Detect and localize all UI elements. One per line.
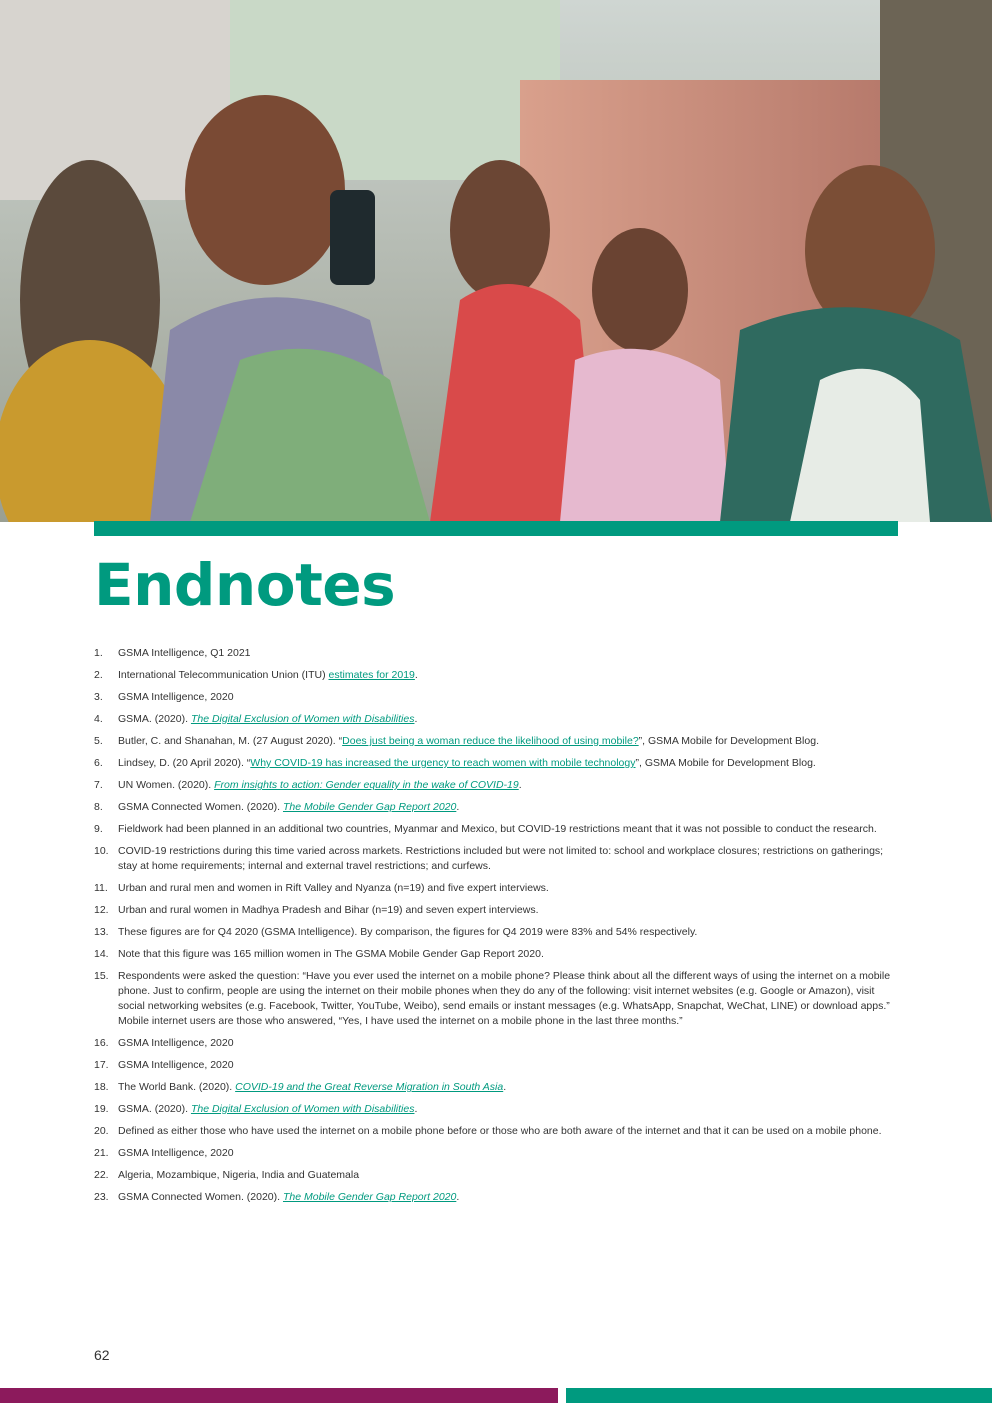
endnote-number: 18.: [94, 1081, 109, 1093]
endnote-text: GSMA Intelligence, 2020: [118, 1147, 234, 1159]
endnote-text: GSMA Intelligence, 2020: [118, 1037, 234, 1049]
header-photo: [0, 0, 992, 522]
endnote-link[interactable]: estimates for 2019: [328, 669, 415, 681]
endnote-text: These figures are for Q4 2020 (GSMA Intelligence). By comparison, the figures for Q4 2019 were 83% and 54% respectively.: [118, 926, 698, 938]
endnote-number: 13.: [94, 926, 109, 938]
endnote-number: 23.: [94, 1191, 109, 1203]
endnote-text: Lindsey, D. (20 April 2020). “: [118, 757, 251, 769]
endnote-number: 11.: [94, 882, 108, 894]
endnote-text: Algeria, Mozambique, Nigeria, India and Guatemala: [118, 1169, 360, 1181]
endnote-item: [94, 969, 894, 1029]
endnote-number: 1.: [94, 647, 103, 659]
endnote-item: [94, 1080, 894, 1095]
endnote-text-after-link: .: [518, 779, 522, 791]
endnote-text-after-link: ”, GSMA Mobile for Development Blog.: [635, 757, 816, 769]
endnote-link[interactable]: Why COVID-19 has increased the urgency to reach women with mobile technology: [250, 757, 636, 769]
endnote-item: [94, 1058, 894, 1073]
endnote-item: [94, 1190, 894, 1205]
endnote-number: 3.: [94, 691, 103, 703]
endnote-link[interactable]: The Mobile Gender Gap Report 2020: [282, 801, 457, 813]
endnote-text: COVID-19 restrictions during this time varied across markets. Restrictions included but were not limited to: school and workplace closures; restrictions on gatherings; stay at home requirements; internal and external travel restrictions; and curfews.: [118, 845, 884, 872]
endnote-item: [94, 646, 894, 661]
endnote-text: GSMA Intelligence, 2020: [118, 1059, 234, 1071]
endnote-link[interactable]: From insights to action: Gender equality in the wake of COVID-19: [214, 779, 519, 791]
endnote-item: [94, 712, 894, 727]
endnote-text-after-link: .: [456, 1191, 460, 1203]
endnote-number: 9.: [94, 823, 103, 835]
endnote-number: 5.: [94, 735, 103, 747]
endnote-text: International Telecommunication Union (ITU): [118, 669, 329, 681]
endnote-item: [94, 1168, 894, 1183]
endnote-number: 15.: [94, 970, 109, 982]
endnote-number: 4.: [94, 713, 103, 725]
endnote-item: [94, 1036, 894, 1051]
endnote-link[interactable]: The Digital Exclusion of Women with Disabilities: [190, 713, 415, 725]
endnote-number: 22.: [94, 1169, 109, 1181]
endnote-number: 8.: [94, 801, 103, 813]
endnote-number: 6.: [94, 757, 103, 769]
title-accent-bar: [94, 521, 898, 536]
endnote-item: [94, 947, 894, 962]
endnote-number: 7.: [94, 779, 103, 791]
endnote-number: 12.: [94, 904, 109, 916]
endnote-item: [94, 822, 894, 837]
endnote-number: 16.: [94, 1037, 109, 1049]
endnote-item: [94, 690, 894, 705]
endnote-item: [94, 844, 894, 874]
endnote-text: GSMA. (2020).: [118, 713, 191, 725]
endnote-text-after-link: .: [414, 1103, 418, 1115]
endnote-link[interactable]: The Mobile Gender Gap Report 2020: [282, 1191, 457, 1203]
endnote-item: [94, 881, 894, 896]
endnote-text: Butler, C. and Shanahan, M. (27 August 2020). “: [118, 735, 343, 747]
footer-bar-purple: [0, 1388, 558, 1403]
endnote-item: [94, 668, 894, 683]
endnote-number: 17.: [94, 1059, 109, 1071]
endnote-text: GSMA Intelligence, 2020: [118, 691, 234, 703]
endnote-text: UN Women. (2020).: [118, 779, 215, 791]
endnote-number: 2.: [94, 669, 103, 681]
endnote-link[interactable]: Does just being a woman reduce the likelihood of using mobile?: [342, 735, 639, 747]
endnote-text: Note that this figure was 165 million women in The GSMA Mobile Gender Gap Report 2020.: [118, 948, 544, 960]
endnote-text: Urban and rural men and women in Rift Valley and Nyanza (n=19) and five expert interviews.: [118, 882, 549, 894]
endnote-text: GSMA Connected Women. (2020).: [118, 801, 283, 813]
endnote-number: 14.: [94, 948, 109, 960]
endnote-text: Defined as either those who have used the internet on a mobile phone before or those who are both aware of the internet and that it can be used on a mobile phone.: [118, 1125, 882, 1137]
endnote-text: Respondents were asked the question: “Have you ever used the internet on a mobile phone? Please think about all the different ways of using the internet on a mobile phone. Just to confirm, people are using the internet on their mobile phones when they do any of the following: visit internet websites (e.g. Google or Amazon), visit social networking websites (e.g. Facebook, Twitter, YouTube, Weibo), send emails or instant messages (e.g. WhatsApp, Snapchat, WeChat, LINE) or download apps.” Mobile internet users are those who answered, “Yes, I have used the internet on a mobile phone in the last three months.”: [118, 970, 891, 1027]
endnote-number: 20.: [94, 1125, 109, 1137]
endnote-link[interactable]: COVID-19 and the Great Reverse Migration in South Asia: [235, 1081, 504, 1093]
header-photo-illustration: [0, 0, 992, 522]
endnote-link[interactable]: The Digital Exclusion of Women with Disabilities: [190, 1103, 415, 1115]
endnotes-list: [94, 646, 894, 1212]
endnote-number: 21.: [94, 1147, 109, 1159]
endnote-item: [94, 925, 894, 940]
endnote-text-after-link: .: [456, 801, 460, 813]
endnote-text-after-link: .: [503, 1081, 507, 1093]
endnote-text: The World Bank. (2020).: [118, 1081, 236, 1093]
endnote-item: [94, 1102, 894, 1117]
endnote-text: Urban and rural women in Madhya Pradesh and Bihar (n=19) and seven expert interviews.: [118, 904, 539, 916]
endnote-item: [94, 800, 894, 815]
endnote-text: GSMA Intelligence, Q1 2021: [118, 647, 251, 659]
page-title: Endnotes: [94, 551, 396, 619]
endnote-item: [94, 756, 894, 771]
endnote-text-after-link: .: [414, 669, 418, 681]
endnote-item: [94, 778, 894, 793]
endnote-number: 10.: [94, 845, 109, 857]
endnote-item: [94, 734, 894, 749]
endnote-text: GSMA. (2020).: [118, 1103, 191, 1115]
endnote-item: [94, 1146, 894, 1161]
endnote-item: [94, 903, 894, 918]
page-number: 62: [94, 1347, 110, 1363]
endnote-text: Fieldwork had been planned in an additional two countries, Myanmar and Mexico, but COVID-19 restrictions meant that it was not possible to conduct the research.: [118, 823, 877, 835]
endnote-text: GSMA Connected Women. (2020).: [118, 1191, 283, 1203]
endnote-text-after-link: .: [414, 713, 418, 725]
footer-bar-green: [566, 1388, 992, 1403]
endnote-item: [94, 1124, 894, 1139]
endnote-number: 19.: [94, 1103, 109, 1115]
endnote-text-after-link: ”, GSMA Mobile for Development Blog.: [638, 735, 819, 747]
